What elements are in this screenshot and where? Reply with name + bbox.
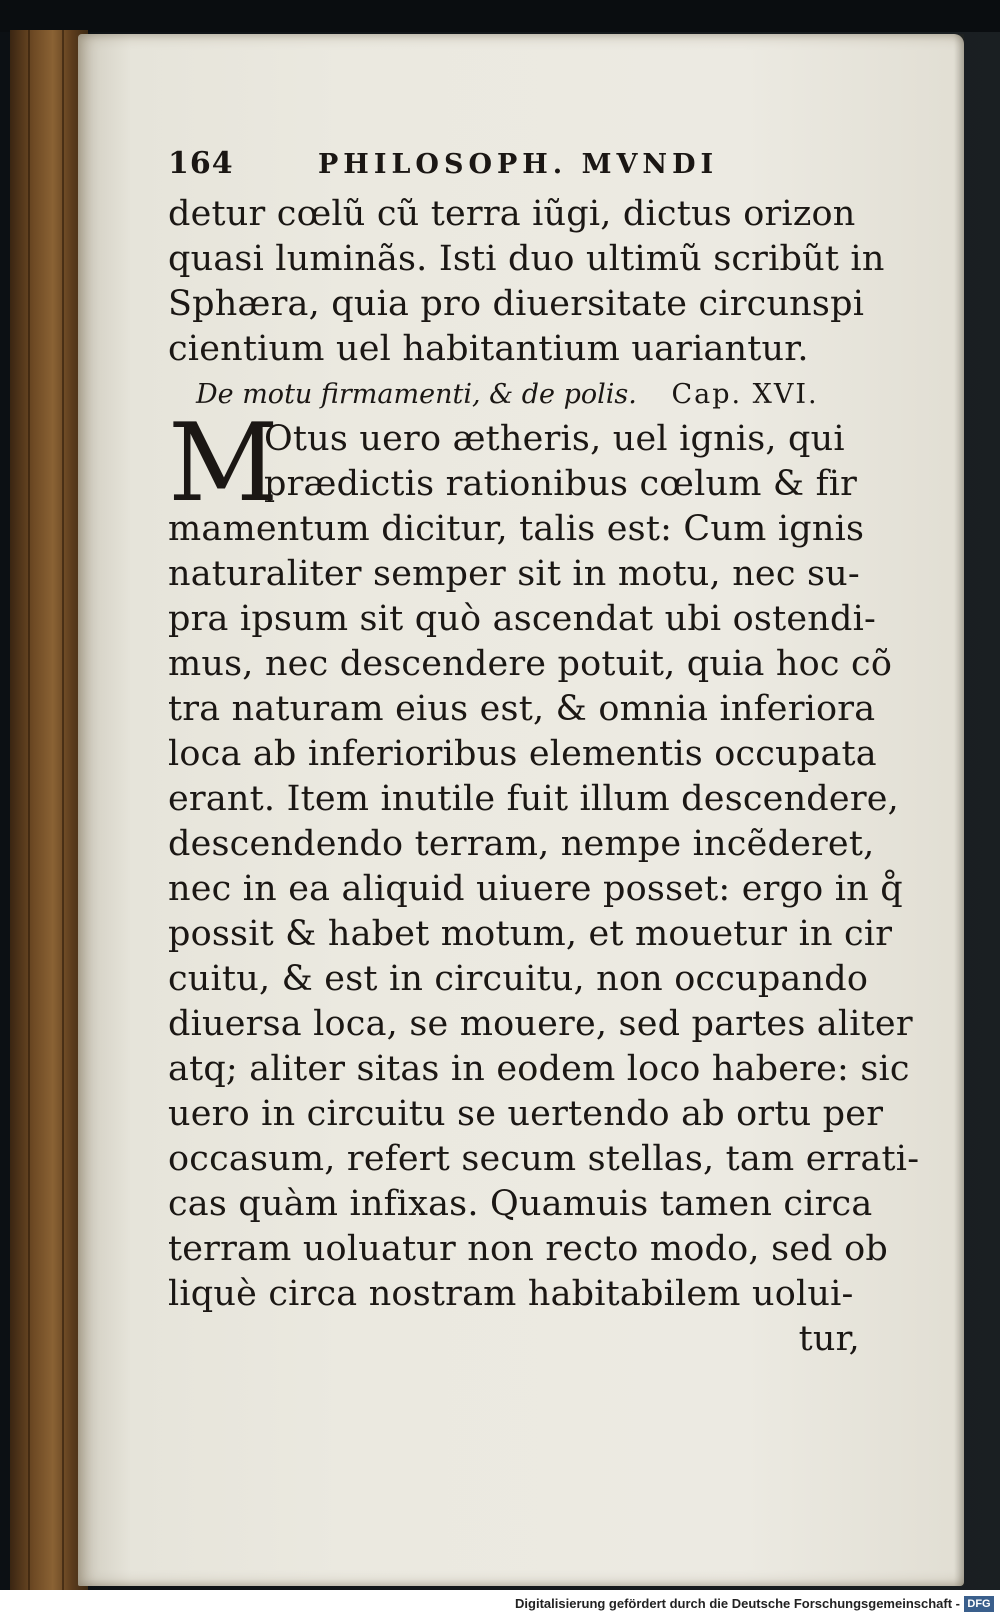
text-line: cas quàm infixas. Quamuis tamen circa bbox=[168, 1184, 873, 1224]
running-head: PHILOSOPH. MVNDI bbox=[318, 149, 719, 180]
text-line: mamentum dicitur, talis est: Cum ignis bbox=[168, 509, 865, 549]
text-line: uero in circuitu se uertendo ab ortu per bbox=[168, 1094, 884, 1134]
text-line: atq; aliter sitas in eodem loco habere: sic bbox=[168, 1049, 910, 1089]
text-line: erant. Item inutile fuit illum descendere, bbox=[168, 779, 899, 819]
scan-top-edge bbox=[0, 0, 1000, 32]
text-line: descendendo terram, nempe incẽderet, bbox=[168, 824, 875, 864]
text-line: terram uoluatur non recto modo, sed ob bbox=[168, 1229, 888, 1269]
text-line: mus, nec descendere potuit, quia hoc cõ bbox=[168, 644, 893, 684]
text-line: detur cœlũ cũ terra iũgi, dictus orizon bbox=[168, 194, 856, 234]
text-line: pra ipsum sit quò ascendat ubi ostendi- bbox=[168, 599, 877, 639]
page-text-block bbox=[168, 146, 920, 1362]
page-number: 164 bbox=[168, 146, 234, 181]
text-line: prædictis rationibus cœlum & fir bbox=[264, 464, 858, 504]
text-line: diuersa loca, se mouere, sed partes aliter bbox=[168, 1004, 913, 1044]
text-line: possit & habet motum, et mouetur in cir bbox=[168, 914, 893, 954]
text-line: cientium uel habitantium uariantur. bbox=[168, 329, 809, 369]
chapter-number: Cap. XVI. bbox=[671, 379, 819, 410]
text-line: occasum, refert secum stellas, tam errati- bbox=[168, 1139, 920, 1179]
funding-credit: Digitalisierung gefördert durch die Deutsche Forschungsgemeinschaft - bbox=[515, 1596, 960, 1611]
dfg-logo: DFG bbox=[964, 1596, 994, 1612]
text-line: Sphæra, quia pro diuersitate circunspi bbox=[168, 284, 865, 324]
text-line: liquè circa nostram habitabilem uolui- bbox=[168, 1274, 854, 1314]
chapter-title: De motu firmamenti, & de polis. bbox=[196, 379, 637, 410]
text-line: tra naturam eius est, & omnia inferiora bbox=[168, 689, 876, 729]
spine-groove bbox=[62, 30, 64, 1590]
text-line: Otus uero ætheris, uel ignis, qui bbox=[264, 419, 845, 459]
catchword: tur, bbox=[798, 1319, 860, 1359]
text-line: loca ab inferioribus elementis occupata bbox=[168, 734, 877, 774]
page-header bbox=[168, 146, 868, 192]
text-line: nec in ea aliquid uiuere posset: ergo in q̊ bbox=[168, 869, 903, 909]
text-line: naturaliter semper sit in motu, nec su- bbox=[168, 554, 860, 594]
digitization-footer bbox=[0, 1590, 1000, 1620]
text-line: cuitu, & est in circuitu, non occupando bbox=[168, 959, 869, 999]
page-edge-shadow bbox=[954, 34, 964, 1586]
drop-cap-initial: M bbox=[168, 401, 279, 526]
spine-groove bbox=[28, 30, 30, 1590]
book-spine bbox=[10, 30, 88, 1590]
text-line: quasi luminãs. Isti duo ultimũ scribũt in bbox=[168, 239, 885, 279]
dropcap-paragraph bbox=[168, 401, 868, 526]
